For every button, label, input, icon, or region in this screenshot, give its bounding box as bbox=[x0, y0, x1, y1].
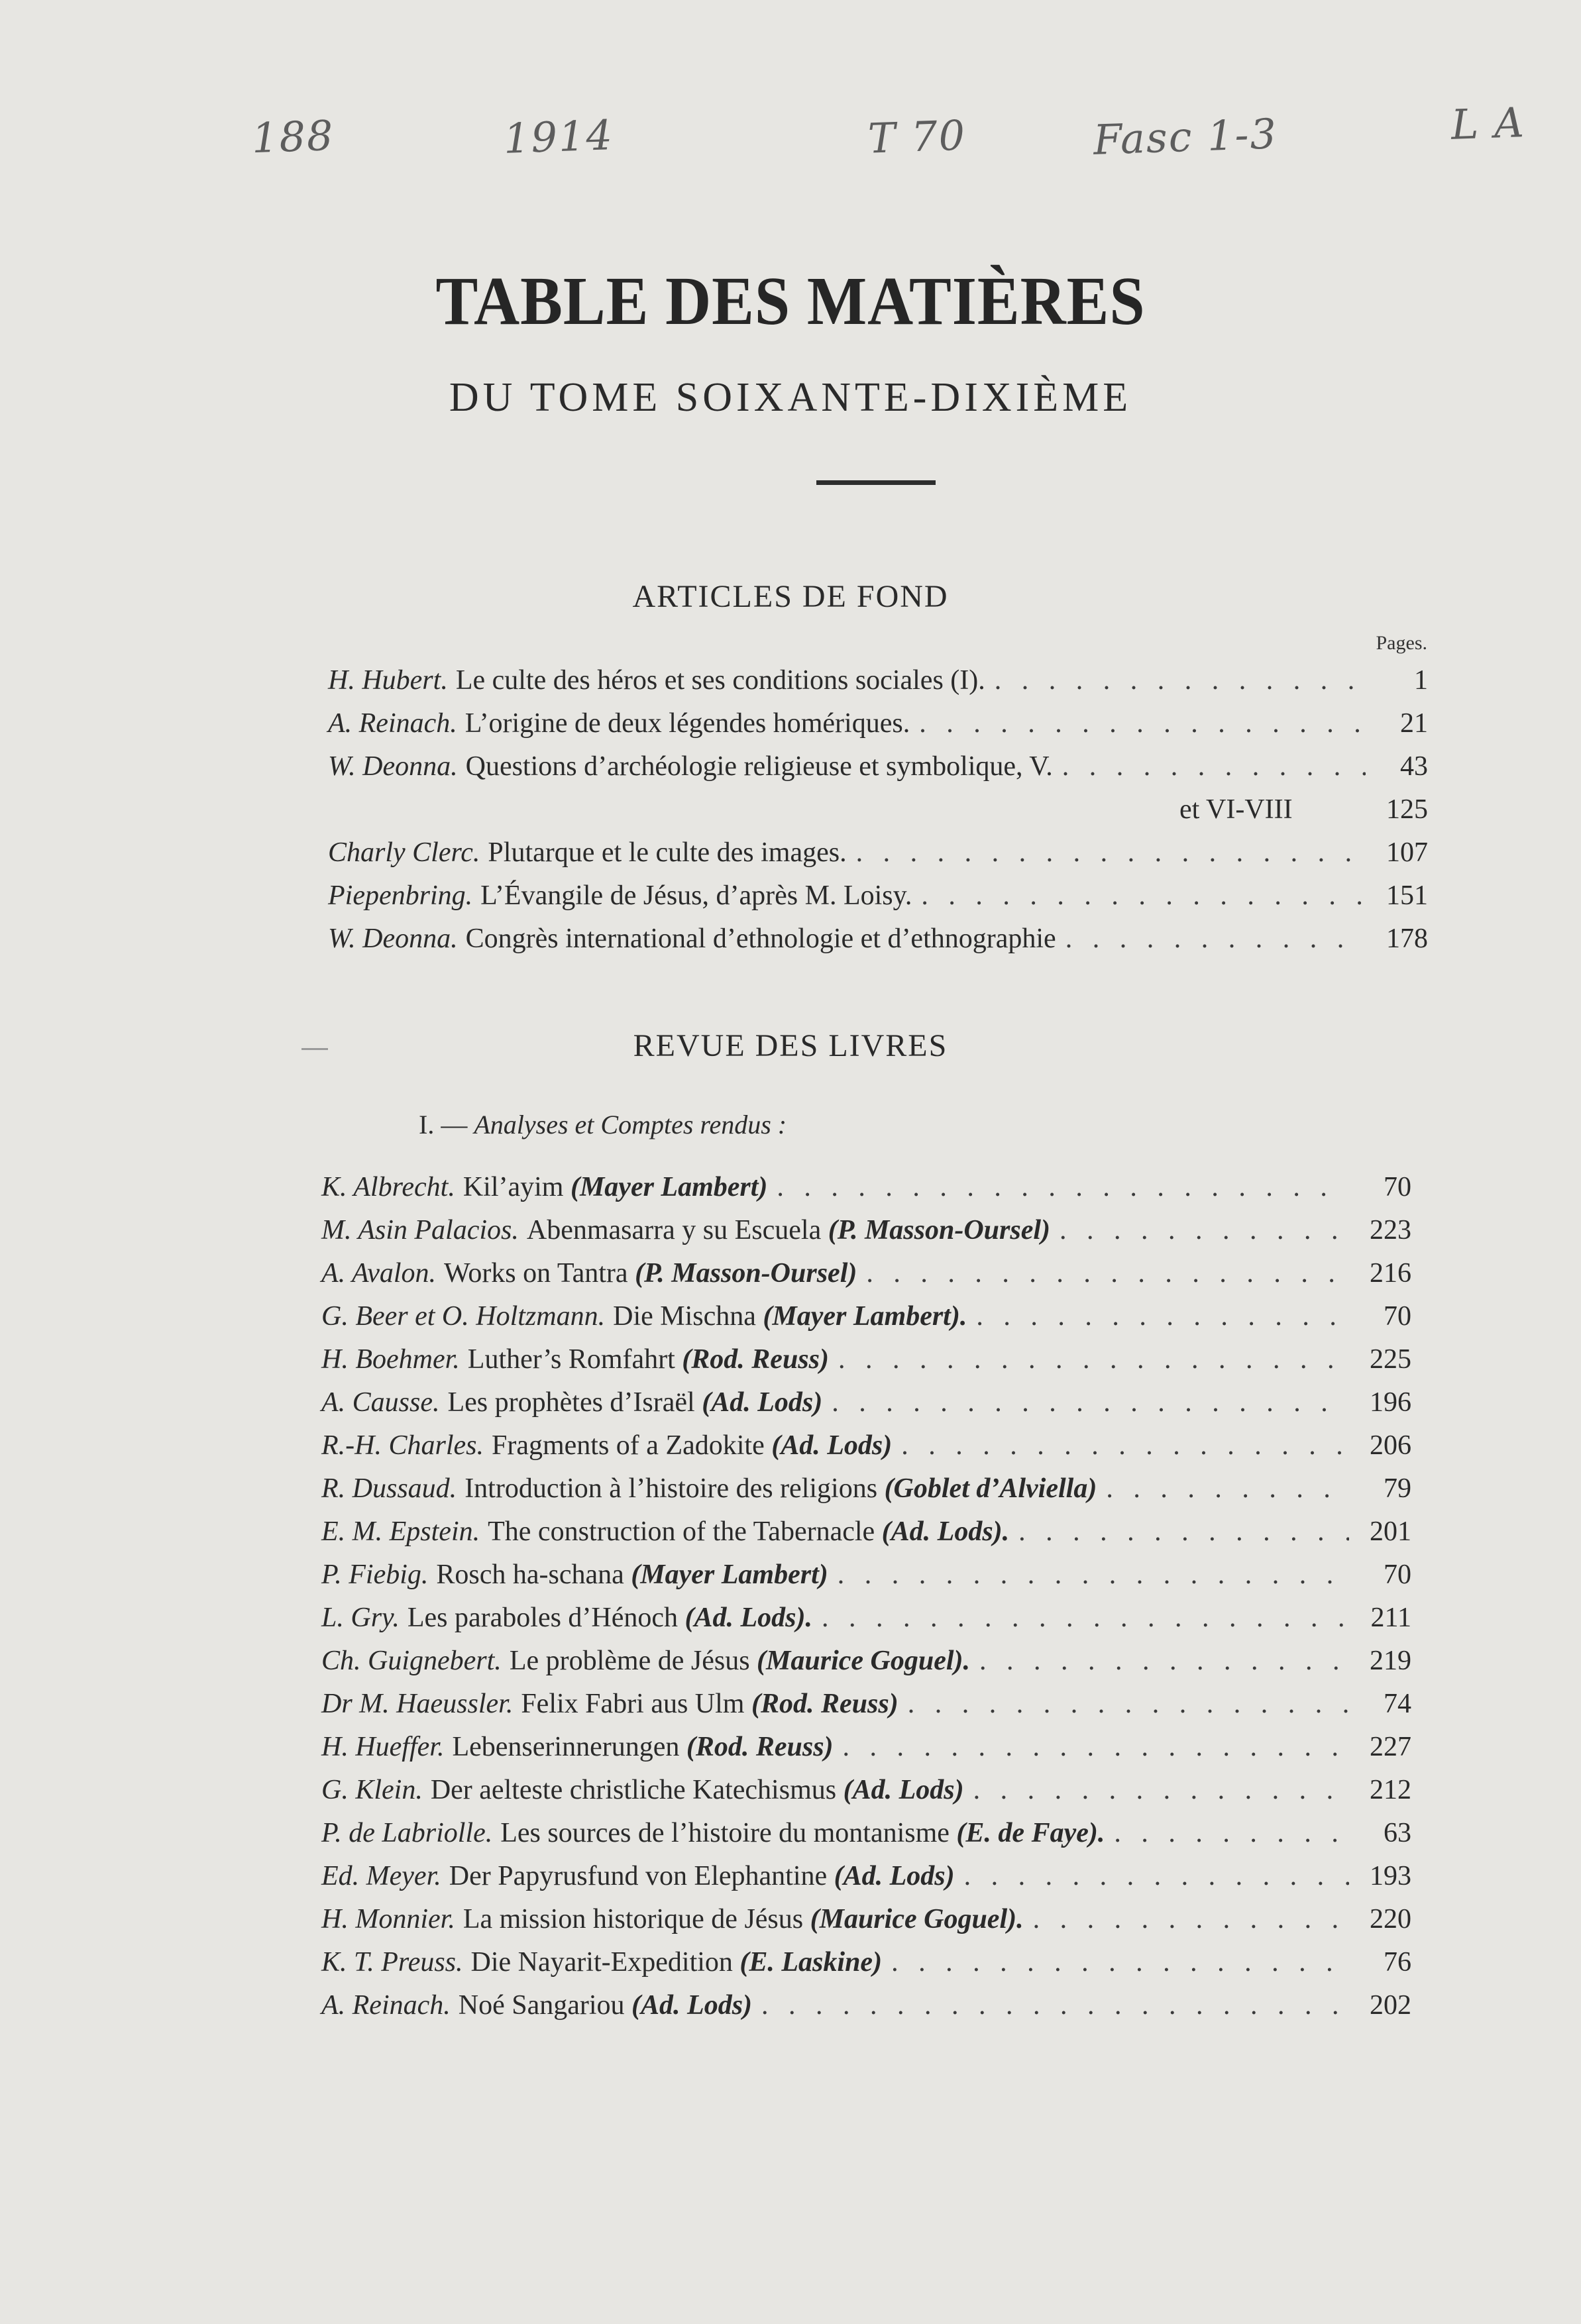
entry-page: 196 bbox=[1370, 1387, 1411, 1418]
entry-page: 43 bbox=[1400, 751, 1428, 782]
entry-page: 225 bbox=[1370, 1344, 1411, 1375]
entry-author: P. de Labriolle. bbox=[321, 1818, 493, 1848]
handwritten-note-3: T 70 bbox=[867, 111, 967, 163]
page-subtitle: DU TOME SOIXANTE-DIXIÈME bbox=[449, 375, 1132, 420]
toc-entry bbox=[321, 1344, 1411, 1375]
entry-author: G. Beer et O. Holtzmann. bbox=[321, 1301, 606, 1332]
dot-leader bbox=[866, 1257, 1349, 1289]
entry-author: H. Monnier. bbox=[321, 1904, 455, 1934]
entry-author: Piepenbring. bbox=[328, 880, 473, 911]
entry-page: 107 bbox=[1386, 837, 1428, 868]
entry-page: 201 bbox=[1370, 1516, 1411, 1547]
toc-entry bbox=[328, 880, 1428, 912]
entry-page: 70 bbox=[1384, 1559, 1411, 1590]
entry-title: Le culte des héros et ses conditions sociales (I). bbox=[455, 665, 985, 696]
entry-author: A. Causse. bbox=[321, 1387, 440, 1418]
dot-leader bbox=[976, 1300, 1349, 1332]
dot-leader bbox=[838, 1559, 1349, 1591]
dot-leader bbox=[832, 1387, 1349, 1418]
subsection-label: Analyses et Comptes rendus : bbox=[474, 1110, 787, 1139]
entry-title: Fragments of a Zadokite bbox=[492, 1430, 765, 1461]
toc-entry bbox=[321, 1688, 1411, 1720]
entry-title: Der Papyrusfund von Elephantine bbox=[449, 1861, 828, 1891]
entry-page: 151 bbox=[1386, 880, 1428, 911]
entry-title: Les paraboles d’Hénoch bbox=[407, 1603, 679, 1633]
entry-page: 220 bbox=[1370, 1904, 1411, 1934]
entry-title: Plutarque et le culte des images. bbox=[488, 837, 847, 868]
entry-reviewer: (Maurice Goguel). bbox=[810, 1904, 1024, 1934]
toc-entry bbox=[328, 751, 1428, 782]
toc-entry bbox=[328, 837, 1428, 869]
entry-reviewer: (Goblet d’Alviella) bbox=[884, 1473, 1097, 1504]
continuation-page: 125 bbox=[1386, 794, 1428, 825]
entry-reviewer: (Ad. Lods). bbox=[684, 1603, 813, 1633]
toc-entry bbox=[321, 1989, 1411, 2021]
entry-reviewer: (E. de Faye). bbox=[956, 1818, 1105, 1848]
entry-reviewer: (Rod. Reuss) bbox=[751, 1689, 899, 1719]
entry-reviewer: (Ad. Lods) bbox=[771, 1430, 893, 1461]
entry-title: Les prophètes d’Israël bbox=[447, 1387, 695, 1418]
entry-title: Congrès international d’ethnologie et d’ethnographie bbox=[465, 924, 1056, 954]
entry-title: Works on Tantra bbox=[444, 1258, 628, 1289]
entry-page: 216 bbox=[1370, 1258, 1411, 1289]
toc-entry bbox=[321, 1860, 1411, 1892]
toc-entry bbox=[328, 923, 1428, 955]
entry-reviewer: (Ad. Lods) bbox=[843, 1775, 964, 1805]
entry-title: La mission historique de Jésus bbox=[463, 1904, 804, 1934]
toc-entry bbox=[321, 1516, 1411, 1548]
entry-author: Dr M. Haeussler. bbox=[321, 1689, 514, 1719]
entry-title: Rosch ha-schana bbox=[436, 1559, 624, 1590]
dot-leader bbox=[1060, 1214, 1349, 1246]
handwritten-note-5: L A bbox=[1450, 98, 1526, 149]
toc-entry bbox=[321, 1817, 1411, 1849]
toc-entry bbox=[328, 664, 1428, 696]
dot-leader bbox=[1106, 1473, 1349, 1505]
toc-entry bbox=[321, 1774, 1411, 1806]
toc-entry bbox=[321, 1645, 1411, 1677]
dot-leader bbox=[843, 1731, 1349, 1763]
dot-leader bbox=[921, 880, 1366, 912]
handwritten-note-2: 1914 bbox=[502, 111, 615, 163]
dot-leader bbox=[822, 1602, 1349, 1634]
dot-leader bbox=[856, 837, 1366, 869]
entry-author: A. Reinach. bbox=[321, 1990, 451, 2021]
entry-title: Le problème de Jésus bbox=[509, 1646, 750, 1676]
entry-author: R.-H. Charles. bbox=[321, 1430, 484, 1461]
entry-author: A. Reinach. bbox=[328, 708, 457, 739]
entry-title: Kil’ayim bbox=[463, 1172, 564, 1202]
page-title: TABLE DES MATIÈRES bbox=[435, 263, 1146, 339]
entry-author: W. Deonna. bbox=[328, 751, 458, 782]
entry-page: 206 bbox=[1370, 1430, 1411, 1461]
dot-leader bbox=[1018, 1516, 1349, 1548]
entry-reviewer: (Ad. Lods) bbox=[702, 1387, 823, 1418]
entry-reviewer: (Ad. Lods). bbox=[881, 1516, 1010, 1547]
entry-page: 202 bbox=[1370, 1990, 1411, 2021]
toc-entry bbox=[321, 1387, 1411, 1418]
entry-author: Charly Clerc. bbox=[328, 837, 480, 868]
entry-page: 1 bbox=[1414, 665, 1428, 696]
entry-page: 211 bbox=[1370, 1603, 1411, 1633]
dot-leader bbox=[979, 1645, 1349, 1677]
entry-title: Luther’s Romfahrt bbox=[467, 1344, 675, 1375]
entry-page: 76 bbox=[1384, 1947, 1411, 1978]
dot-leader bbox=[1114, 1817, 1349, 1849]
toc-entry bbox=[321, 1731, 1411, 1763]
entry-title: Abenmasarra y su Escuela bbox=[526, 1215, 822, 1245]
entry-page: 63 bbox=[1384, 1818, 1411, 1848]
entry-title: Introduction à l’histoire des religions bbox=[464, 1473, 878, 1504]
subsection-title bbox=[419, 1109, 787, 1140]
livres-heading: REVUE DES LIVRES bbox=[633, 1028, 948, 1063]
entry-page: 227 bbox=[1370, 1732, 1411, 1762]
dot-leader bbox=[891, 1946, 1349, 1978]
entry-page: 74 bbox=[1384, 1689, 1411, 1719]
entry-reviewer: (E. Laskine) bbox=[739, 1947, 883, 1978]
entry-author: L. Gry. bbox=[321, 1603, 400, 1633]
entry-page: 21 bbox=[1400, 708, 1428, 739]
entry-reviewer: (Mayer Lambert) bbox=[631, 1559, 828, 1590]
entry-page: 219 bbox=[1370, 1646, 1411, 1676]
toc-entry bbox=[321, 1171, 1411, 1203]
entry-title: L’Évangile de Jésus, d’après M. Loisy. bbox=[480, 880, 912, 911]
toc-entry bbox=[321, 1946, 1411, 1978]
entry-page: 223 bbox=[1370, 1215, 1411, 1245]
toc-entry bbox=[321, 1473, 1411, 1505]
entry-title: Les sources de l’histoire du montanisme bbox=[500, 1818, 950, 1848]
entry-page: 212 bbox=[1370, 1775, 1411, 1805]
toc-entry bbox=[321, 1559, 1411, 1591]
toc-entry bbox=[321, 1257, 1411, 1289]
entry-author: H. Boehmer. bbox=[321, 1344, 460, 1375]
toc-entry bbox=[328, 708, 1428, 739]
pages-column-label: Pages. bbox=[1376, 632, 1427, 654]
dot-leader bbox=[777, 1171, 1349, 1203]
entry-author: M. Asin Palacios. bbox=[321, 1215, 519, 1245]
entry-title: Noé Sangariou bbox=[458, 1990, 625, 2021]
entry-page: 70 bbox=[1384, 1301, 1411, 1332]
entry-reviewer: (Rod. Reuss) bbox=[682, 1344, 829, 1375]
entry-page: 79 bbox=[1384, 1473, 1411, 1504]
dot-leader bbox=[995, 664, 1366, 696]
entry-author: A. Avalon. bbox=[321, 1258, 437, 1289]
toc-entry-continuation bbox=[1179, 794, 1428, 825]
continuation-text: et VI-VIII bbox=[1179, 794, 1293, 825]
entry-reviewer: (Ad. Lods) bbox=[834, 1861, 955, 1891]
entry-author: Ch. Guignebert. bbox=[321, 1646, 502, 1676]
entry-reviewer: (Mayer Lambert) bbox=[570, 1172, 768, 1202]
entry-reviewer: (Maurice Goguel). bbox=[757, 1646, 971, 1676]
dot-leader bbox=[1062, 751, 1366, 782]
subsection-number: I. — bbox=[419, 1110, 468, 1139]
dot-leader bbox=[838, 1344, 1349, 1375]
entry-author: E. M. Epstein. bbox=[321, 1516, 480, 1547]
entry-author: G. Klein. bbox=[321, 1775, 423, 1805]
handwritten-note-1: 188 bbox=[250, 111, 335, 163]
entry-reviewer: (P. Masson-Oursel) bbox=[635, 1258, 857, 1289]
entry-title: Lebenserinnerungen bbox=[452, 1732, 680, 1762]
entry-author: R. Dussaud. bbox=[321, 1473, 457, 1504]
entry-title: Die Mischna bbox=[613, 1301, 756, 1332]
dot-leader bbox=[908, 1688, 1349, 1720]
entry-author: H. Hubert. bbox=[328, 665, 448, 696]
dot-leader bbox=[1065, 923, 1366, 955]
entry-page: 178 bbox=[1386, 924, 1428, 954]
entry-author: Ed. Meyer. bbox=[321, 1861, 441, 1891]
entry-title: L’origine de deux légendes homériques. bbox=[464, 708, 910, 739]
entry-page: 193 bbox=[1370, 1861, 1411, 1891]
entry-reviewer: (P. Masson-Oursel) bbox=[828, 1215, 1051, 1245]
entry-author: P. Fiebig. bbox=[321, 1559, 429, 1590]
entry-author: K. T. Preuss. bbox=[321, 1947, 463, 1978]
articles-heading: ARTICLES DE FOND bbox=[632, 579, 949, 614]
dot-leader bbox=[901, 1430, 1349, 1461]
entry-reviewer: (Mayer Lambert). bbox=[763, 1301, 967, 1332]
entry-title: Die Nayarit-Expedition bbox=[470, 1947, 733, 1978]
handwritten-note-4: Fasc 1-3 bbox=[1092, 109, 1279, 164]
dot-leader bbox=[761, 1989, 1349, 2021]
entry-reviewer: (Rod. Reuss) bbox=[686, 1732, 834, 1762]
toc-entry bbox=[321, 1430, 1411, 1461]
entry-title: The construction of the Tabernacle bbox=[488, 1516, 875, 1547]
dot-leader bbox=[1033, 1903, 1349, 1935]
entry-author: W. Deonna. bbox=[328, 924, 458, 954]
toc-entry bbox=[321, 1214, 1411, 1246]
dot-leader bbox=[964, 1860, 1349, 1892]
dot-leader bbox=[973, 1774, 1349, 1806]
entry-title: Der aelteste christliche Katechismus bbox=[430, 1775, 837, 1805]
toc-entry bbox=[321, 1602, 1411, 1634]
entry-reviewer: (Ad. Lods) bbox=[631, 1990, 753, 2021]
entry-author: K. Albrecht. bbox=[321, 1172, 455, 1202]
entry-title: Questions d’archéologie religieuse et symbolique, V. bbox=[465, 751, 1053, 782]
title-divider bbox=[816, 480, 936, 485]
dot-leader bbox=[919, 708, 1366, 739]
entry-page: 70 bbox=[1384, 1172, 1411, 1202]
entry-author: H. Hueffer. bbox=[321, 1732, 445, 1762]
toc-entry bbox=[321, 1300, 1411, 1332]
entry-title: Felix Fabri aus Ulm bbox=[521, 1689, 745, 1719]
toc-entry bbox=[321, 1903, 1411, 1935]
